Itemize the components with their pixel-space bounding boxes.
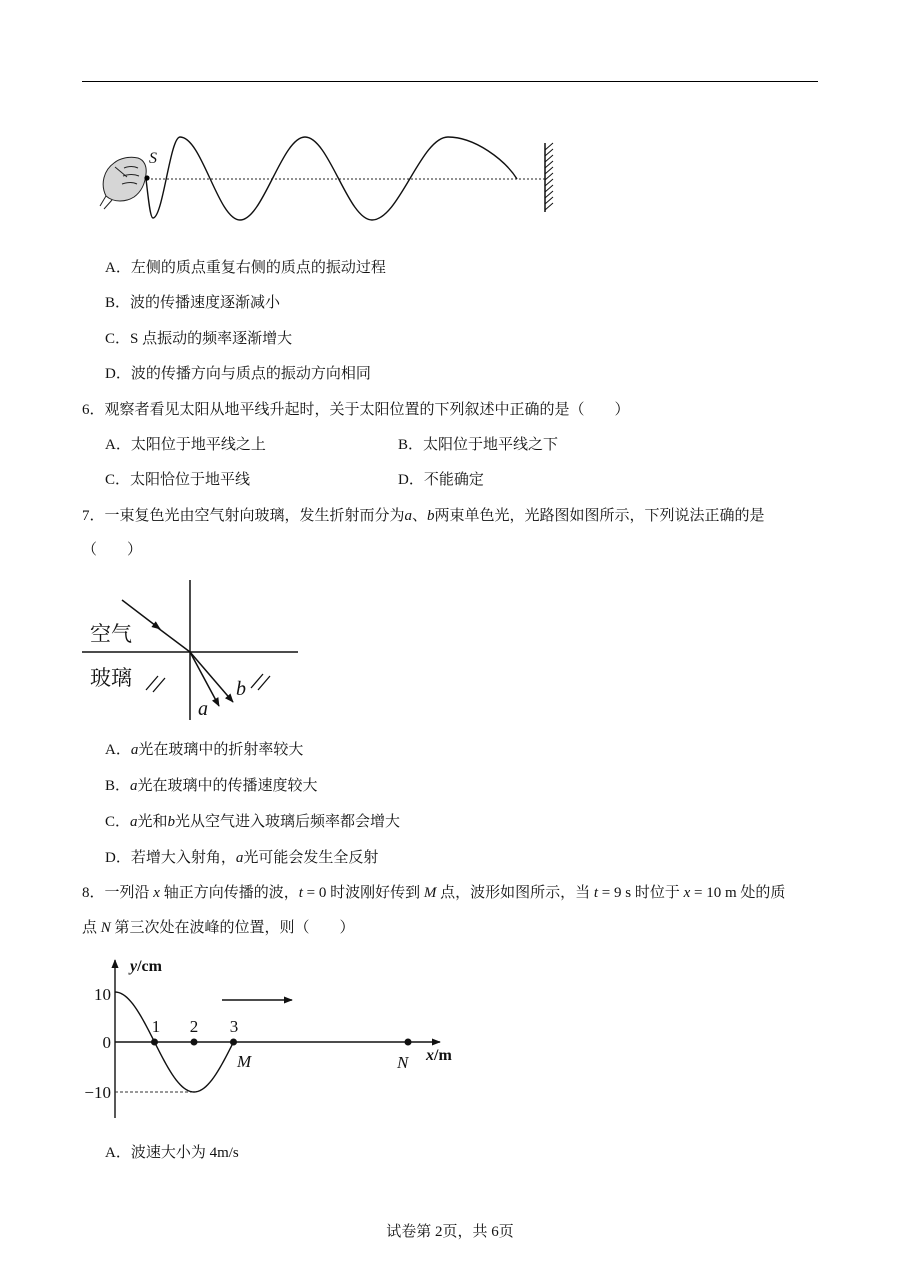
q8-var: x [153, 885, 160, 901]
q7-option-a [105, 740, 303, 760]
q8-var: x [683, 885, 691, 901]
option-text: 光在玻璃中的折射率较大 [138, 742, 304, 758]
q8-var: M [423, 885, 437, 901]
option-letter: C． [105, 814, 131, 830]
q7-var-b: b [167, 814, 176, 830]
option-text: 光和 [137, 814, 168, 830]
q8-stem-text: = 9 s 时位于 [598, 885, 684, 901]
q8-stem-line1 [82, 883, 818, 903]
q6-stem: 6．观察者看见太阳从地平线升起时，关于太阳位置的下列叙述中正确的是（ ） [82, 402, 630, 418]
q7-var-a: a [130, 814, 138, 830]
rope-wave-figure [90, 128, 565, 228]
glass-hatch-right [251, 674, 270, 690]
x-axis-unit: /m [434, 1047, 452, 1064]
x-mark-label: 3 [229, 1017, 239, 1036]
q8-stem-text: 轴正方向传播的波， [159, 885, 299, 901]
q8-stem-line2 [82, 918, 818, 938]
header-rule [82, 81, 818, 82]
y-tick-label: 10 [94, 985, 111, 1004]
page-footer: 试卷第 2页，共 6页 [386, 1224, 514, 1240]
point-m-label: M [237, 1052, 252, 1071]
q8-var: N [100, 920, 111, 936]
option-text: 光可能会发生全反射 [243, 850, 379, 866]
wave-graph-figure [78, 948, 468, 1126]
q7-var-a: a [235, 850, 244, 866]
q8-stem-text: 点，波形如图所示，当 [436, 885, 594, 901]
x-point-n [405, 1039, 412, 1046]
wall-hatch [545, 143, 553, 210]
q6-option-a: A．太阳位于地平线之上 [105, 437, 266, 453]
y-axis-unit: /cm [137, 958, 162, 975]
q7-stem-answer-blank: （ ） [82, 542, 143, 558]
q7-var-b: b [427, 508, 435, 524]
q7-var-a: a [404, 508, 413, 524]
x-axis-label [425, 1047, 452, 1064]
ray-a-label: a [198, 698, 208, 720]
q8-option-a: A．波速大小为 4m/s [105, 1145, 239, 1161]
option-letter: A． [105, 742, 131, 758]
y-axis-var: y [130, 958, 138, 975]
y-axis-label [128, 958, 163, 975]
q5-option-c: C．S 点振动的频率逐渐增大 [105, 331, 293, 347]
q8-var: t [593, 885, 599, 901]
source-label: S [149, 150, 157, 167]
q8-stem-text: = 0 时波刚好传到 [302, 885, 424, 901]
source-point-s [144, 175, 149, 180]
q6-option-d: D．不能确定 [398, 472, 484, 488]
q6-option-c: C．太阳恰位于地平线 [105, 472, 251, 488]
q8-stem-text: 8．一列沿 [82, 885, 154, 901]
air-label: 空气 [90, 622, 132, 646]
q7-option-b [105, 776, 318, 796]
q7-var-a: a [130, 742, 139, 758]
q8-stem-text: 点 [82, 920, 101, 936]
x-mark-label: 1 [151, 1017, 161, 1036]
option-text: 光从空气进入玻璃后频率都会增大 [175, 814, 401, 830]
q6-option-b: B．太阳位于地平线之下 [398, 437, 559, 453]
q8-stem-text: 第三次处在波峰的位置，则（ ） [110, 920, 355, 936]
hand-icon [103, 157, 146, 201]
q7-stem-text: 、 [412, 508, 428, 524]
q7-option-d [105, 848, 378, 868]
q7-stem [82, 506, 818, 526]
q5-option-d: D．波的传播方向与质点的振动方向相同 [105, 366, 371, 382]
q7-option-c [105, 812, 400, 832]
q5-option-a: A．左侧的质点重复右侧的质点的振动过程 [105, 260, 386, 276]
q5-option-b: B．波的传播速度逐渐减小 [105, 295, 281, 311]
q7-stem-text: 两束单色光，光路图如图所示，下列说法正确的是 [434, 508, 765, 524]
ray-b-label: b [236, 678, 246, 700]
x-point-1 [151, 1039, 158, 1046]
incident-ray-tail [158, 628, 190, 652]
x-point-3-m [230, 1039, 237, 1046]
x-mark-label: 2 [189, 1017, 199, 1036]
y-tick-label: 0 [102, 1033, 111, 1052]
x-axis-var: x [426, 1047, 434, 1064]
refracted-ray-b [190, 652, 233, 702]
option-text: D．若增大入射角， [105, 850, 236, 866]
glass-label: 玻璃 [90, 666, 132, 690]
y-tick-label: −10 [84, 1083, 111, 1102]
x-point-2 [191, 1039, 198, 1046]
option-text: 光在玻璃中的传播速度较大 [137, 778, 318, 794]
q7-var-a: a [130, 778, 138, 794]
option-letter: B． [105, 778, 131, 794]
q8-var: t [298, 885, 303, 901]
refraction-figure [78, 572, 308, 727]
point-n-label: N [397, 1053, 409, 1072]
q8-stem-text: = 10 m 处的质 [690, 885, 786, 901]
glass-hatch-left [146, 676, 165, 692]
q7-stem-text: 7．一束复色光由空气射向玻璃，发生折射而分为 [82, 508, 405, 524]
